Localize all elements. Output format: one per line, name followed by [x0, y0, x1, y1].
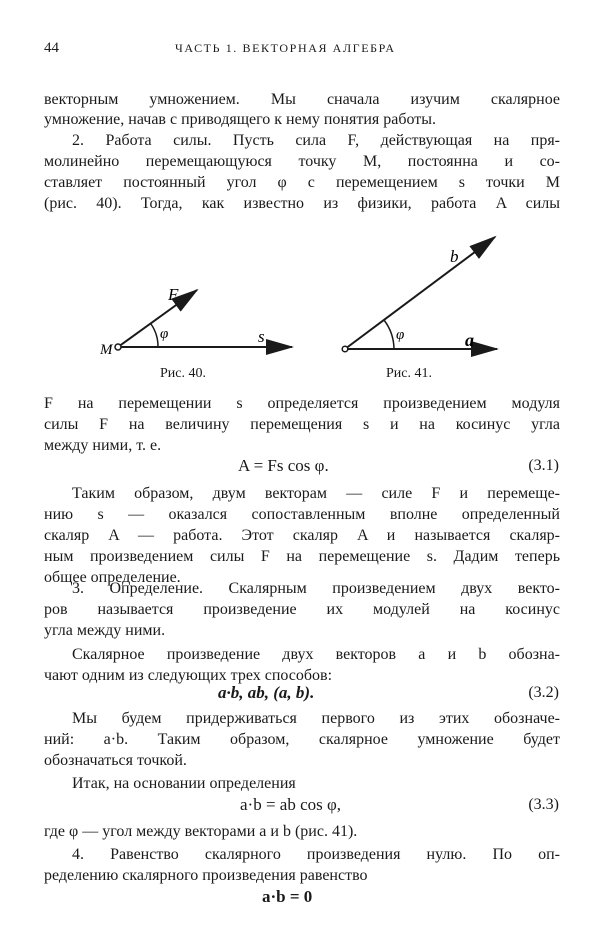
equation-number: (3.1) — [528, 457, 559, 474]
text-line: векторным умножением. Мы сначала изучим скалярное — [44, 91, 560, 108]
angle-arc — [151, 324, 158, 347]
text-line: ров называется произведение их модулей на косинус — [44, 601, 560, 618]
equation-formula: a·b = 0 — [262, 887, 313, 906]
text-line: обозначаться точкой. — [44, 752, 187, 769]
label-b: b — [450, 247, 459, 266]
point-M — [115, 344, 121, 350]
text-line: ний: a·b. Таким образом, скалярное умножение будет — [44, 731, 560, 748]
equation-number: (3.3) — [528, 796, 559, 813]
text-line: ным произведением силы F на перемещение s. Дадим теперь — [44, 548, 560, 565]
text-line: между ними, т. е. — [44, 437, 162, 454]
text-line: F на перемещении s определяется произведением модуля — [44, 395, 560, 412]
label-M: M — [100, 342, 113, 358]
text-line: Мы будем придерживаться первого из этих обозначе- — [72, 710, 560, 727]
figure-caption: Рис. 41. — [386, 366, 432, 381]
text-line: умножение, начав с приводящего к нему понятия работы. — [44, 111, 437, 128]
text-line: нию s — оказался сопоставленным вполне определенный — [44, 506, 560, 523]
text-line: угла между ними. — [44, 622, 166, 639]
text-line: 2. Работа силы. Пусть сила F, действующая на пря- — [72, 132, 560, 149]
text-line: силы F на величину перемещения s и на косинус угла — [44, 416, 560, 433]
page-number: 44 — [44, 40, 59, 56]
equation-number: (3.2) — [528, 684, 559, 701]
running-header: ЧАСТЬ 1. ВЕКТОРНАЯ АЛГЕБРА — [175, 41, 396, 55]
figure-caption: Рис. 40. — [160, 366, 206, 381]
label-phi: φ — [160, 326, 169, 342]
text-line: Скалярное произведение двух векторов a и b обозна- — [72, 646, 560, 663]
label-phi: φ — [396, 327, 405, 343]
origin-point — [342, 346, 348, 352]
text-line: ставляет постоянный угол φ с перемещением s точки M — [44, 174, 560, 191]
angle-arc — [384, 320, 394, 349]
equation-formula: A = Fs cos φ. — [238, 456, 329, 475]
text-line: Итак, на основании определения — [72, 775, 296, 792]
text-line: чают одним из следующих трех способов: — [44, 667, 333, 684]
text-line: 4. Равенство скалярного произведения нулю. По оп- — [72, 846, 560, 863]
text-line: Таким образом, двум векторам — силе F и перемеще- — [72, 485, 560, 502]
equation-formula: a·b, ab, (a, b). — [218, 683, 315, 702]
figure-41 — [330, 225, 510, 360]
equation-formula: a·b = ab cos φ, — [240, 795, 342, 814]
text-line: общее определение. — [44, 569, 181, 586]
text-line: (рис. 40). Тогда, как известно из физики, работа A силы — [44, 195, 560, 212]
label-a: a — [465, 330, 474, 350]
text-line: скаляр A — работа. Этот скаляр A и называется скаляр- — [44, 527, 560, 544]
label-F: F — [168, 285, 179, 304]
text-line: молинейно перемещающуюся точку M, постоянна и со- — [44, 153, 560, 170]
text-line: 3. Определение. Скалярным произведением двух векто- — [72, 580, 560, 597]
text-line: где φ — угол между векторами a и b (рис. 41). — [44, 823, 358, 840]
text-line: ределению скалярного произведения равенство — [44, 867, 368, 884]
label-s: s — [258, 327, 265, 346]
